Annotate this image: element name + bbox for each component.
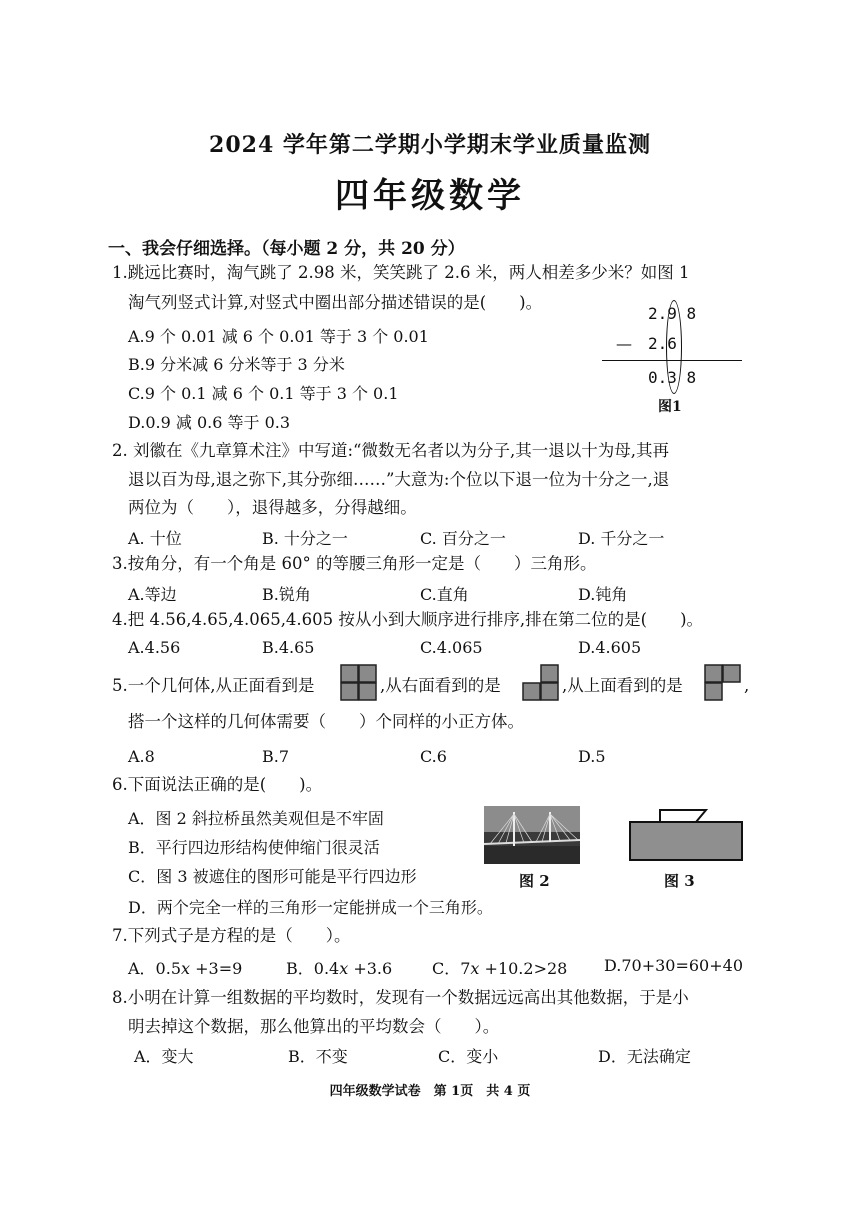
right-view-figure: [522, 664, 560, 702]
q5-option-a: A.8: [128, 747, 155, 766]
q3-option-b: B.锐角: [262, 585, 311, 604]
q5-text-part4: ,: [744, 676, 750, 695]
q4-option-d: D.4.605: [578, 638, 642, 657]
q2-option-b: B. 十分之一: [262, 529, 348, 548]
q7-line1: 7.下列式子是方程的是（ ）。: [112, 926, 351, 945]
q5-option-b: B.7: [262, 747, 290, 766]
q2-line2: 退以百为母,退之弥下,其分弥细……”大意为:个位以下退一位为十分之一,退: [128, 470, 670, 489]
q4-option-b: B.4.65: [262, 638, 315, 657]
exam-title: 2024 学年第二学期小学期末学业质量监测: [209, 132, 651, 158]
figure-1-vertical-subtraction: [596, 300, 746, 418]
q8-option-a: A．变大: [134, 1047, 194, 1066]
fig1-circled-column: [666, 300, 682, 394]
q8-option-b: B．不变: [288, 1047, 348, 1066]
q1-option-c: C.9 个 0.1 减 6 个 0.1 等于 3 个 0.1: [128, 384, 399, 403]
fig1-row2: 2.6: [648, 334, 677, 353]
fig1-minus: —: [616, 334, 632, 353]
q7-option-c: C．7𝑥 +10.2>28: [432, 959, 568, 978]
figure-2-label: 图 2: [519, 872, 550, 890]
q7-option-b: B．0.4𝑥 +3.6: [286, 959, 393, 978]
q4-line1: 4.把 4.56,4.65,4.065,4.605 按从小到大顺序进行排序,排在第二位的是( )。: [112, 610, 704, 629]
q6-option-a: A．图 2 斜拉桥虽然美观但是不牢固: [128, 809, 384, 828]
q1-line2: 淘气列竖式计算,对竖式中圈出部分描述错误的是( )。: [128, 293, 543, 312]
figure-3-covered-shape: [626, 806, 746, 864]
q5-option-d: D.5: [578, 747, 606, 766]
q4-option-a: A.4.56: [128, 638, 181, 657]
page-footer: 四年级数学试卷 第 1页 共 4 页: [329, 1084, 531, 1099]
q1-option-d: D.0.9 减 0.6 等于 0.3: [128, 413, 291, 432]
q5-option-c: C.6: [420, 747, 447, 766]
q1-line1: 1.跳远比赛时，淘气跳了 2.98 米，笑笑跳了 2.6 米，两人相差多少米？如图 1: [112, 263, 690, 282]
q4-option-c: C.4.065: [420, 638, 483, 657]
section-heading: 一、我会仔细选择。（每小题 2 分，共 20 分）: [108, 239, 465, 259]
q3-option-a: A.等边: [128, 585, 177, 604]
q8-option-c: C．变小: [438, 1047, 499, 1066]
q1-option-a: A.9 个 0.01 减 6 个 0.01 等于 3 个 0.01: [128, 327, 429, 346]
q5-text-part2: ,从右面看到的是: [380, 676, 501, 695]
top-view-figure: [704, 664, 742, 702]
q3-line1: 3.按角分，有一个角是 60° 的等腰三角形一定是（ ）三角形。: [112, 554, 597, 573]
q7-option-a: A．0.5𝑥 +3=9: [128, 959, 243, 978]
q3-option-c: C.直角: [420, 585, 469, 604]
q1-option-b: B.9 分米减 6 分米等于 3 分米: [128, 355, 345, 374]
q5-text-part3: ,从上面看到的是: [562, 676, 683, 695]
q2-option-c: C. 百分之一: [420, 529, 506, 548]
q8-line2: 明去掉这个数据，那么他算出的平均数会（ ）。: [128, 1017, 500, 1036]
front-view-figure: [340, 664, 378, 702]
q6-option-c: C．图 3 被遮住的图形可能是平行四边形: [128, 867, 417, 886]
q5-line2: 搭一个这样的几何体需要（ ）个同样的小正方体。: [128, 712, 524, 731]
figure-3-label: 图 3: [664, 872, 695, 890]
q7-option-d: D.70+30=60+40: [604, 956, 743, 975]
q2-option-d: D. 千分之一: [578, 529, 665, 548]
q2-line3: 两位为（ ），退得越多，分得越细。: [128, 498, 417, 517]
exam-subject: 四年级数学: [335, 176, 525, 216]
q6-line1: 6.下面说法正确的是( )。: [112, 775, 323, 794]
q2-line1: 2. 刘徽在《九章算术注》中写道:“微数无名者以为分子,其一退以十为母,其再: [112, 441, 669, 460]
q8-line1: 8.小明在计算一组数据的平均数时，发现有一个数据远远高出其他数据，于是小: [112, 988, 689, 1007]
fig1-row3: 0.3 8: [648, 368, 697, 387]
q5-text-part1: 5.一个几何体,从正面看到是: [112, 676, 315, 695]
q6-option-b: B．平行四边形结构使伸缩门很灵活: [128, 838, 380, 857]
q2-option-a: A. 十位: [128, 529, 182, 548]
figure-2-bridge-photo: [484, 806, 580, 864]
q8-option-d: D．无法确定: [598, 1047, 691, 1066]
q3-option-d: D.钝角: [578, 585, 628, 604]
fig1-label: 图1: [658, 399, 682, 415]
q6-option-d: D．两个完全一样的三角形一定能拼成一个三角形。: [128, 898, 493, 917]
fig1-row1: 2.9 8: [648, 304, 697, 323]
